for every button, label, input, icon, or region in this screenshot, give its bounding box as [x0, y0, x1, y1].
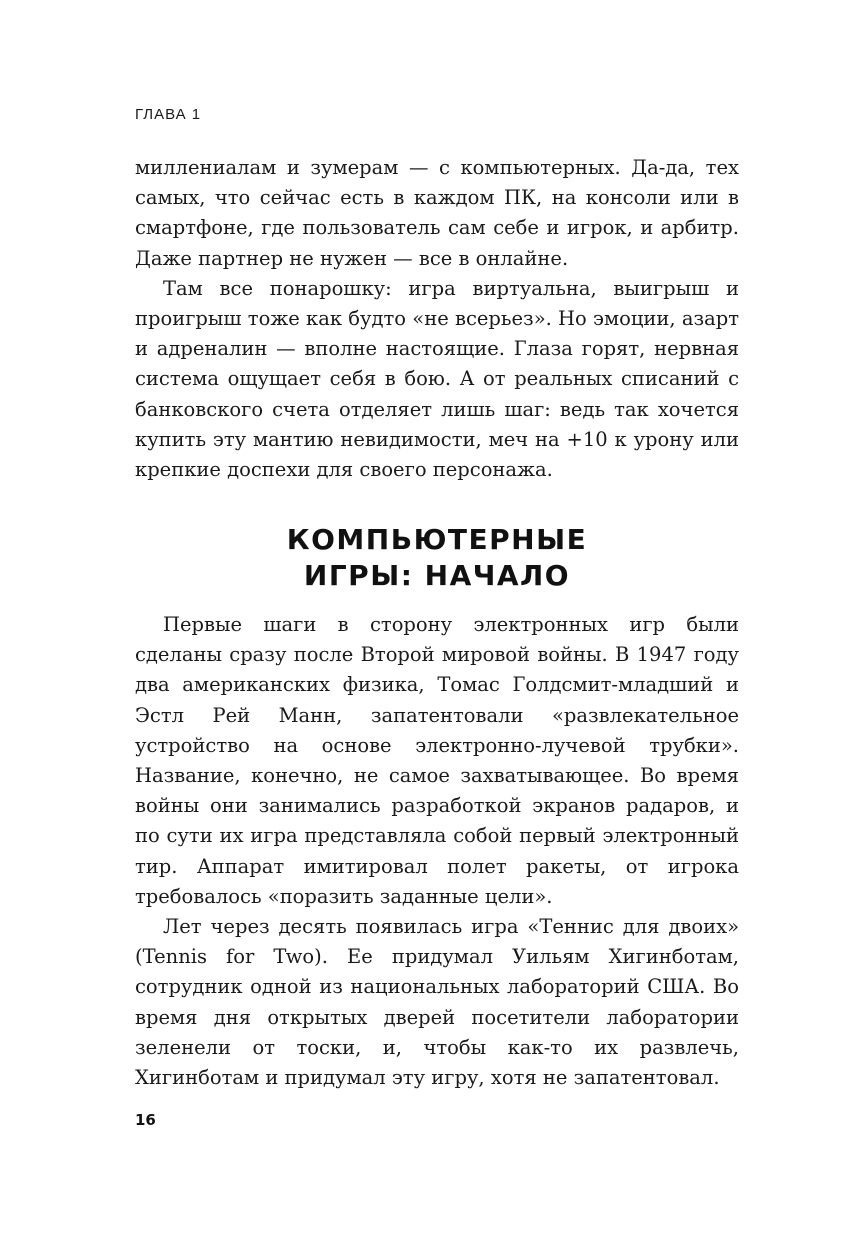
text-section-2 — [135, 610, 739, 1093]
section-heading — [135, 522, 739, 594]
text-section-1 — [135, 153, 739, 485]
paragraph: миллениалам и зумерам — с компьютерных. Да-да, тех самых, что сейчас есть в каждом ПК, на консоли или в смартфоне, где пользователь сам себе и игрок, и арбитр. Даже партнер не нужен — все в онлайне. — [135, 156, 739, 270]
paragraph: Лет через десять появилась игра «Теннис для двоих» (Tennis for Two). Ее придумал Уильям Хигинботам, сотрудник одной из национальных лабораторий США. Во время дня открытых дверей посетители лаборатории зеленели от тоски, и, чтобы как-то их развлечь, Хигинботам и придумал эту игру, хотя не запатентовал. — [135, 915, 739, 1090]
section-heading-line-1: КОМПЬЮТЕРНЫЕ — [286, 523, 588, 556]
paragraph: Первые шаги в сторону электронных игр были сделаны сразу после Второй мировой войны. В 1947 году два американских физика, Томас Голдсмит-младший и Эстл Рей Манн, запатентовали «развлекательное устройство на основе электронно-лучевой трубки». Название, конечно, не самое захватывающее. Во время войны они занимались разработкой экранов радаров, и по сути их игра представляла собой первый электронный тир. Аппарат имитировал полет ракеты, от игрока требовалось «поразить заданные цели». — [135, 613, 739, 908]
page-number: 16 — [135, 1111, 156, 1129]
paragraph: Там все понарошку: игра виртуальна, выигрыш и проигрыш тоже как будто «не всерьез». Но эмоции, азарт и адреналин — вполне настоящие. Глаза горят, нервная система ощущает себя в бою. А от реальных списаний с банковского счета отделяет лишь шаг: ведь так хочется купить эту мантию невидимости, меч на +10 к урону или крепкие доспехи для своего персонажа. — [135, 276, 739, 482]
running-head: ГЛАВА 1 — [135, 106, 202, 123]
section-heading-line-2: ИГРЫ: НАЧАЛО — [303, 559, 571, 592]
